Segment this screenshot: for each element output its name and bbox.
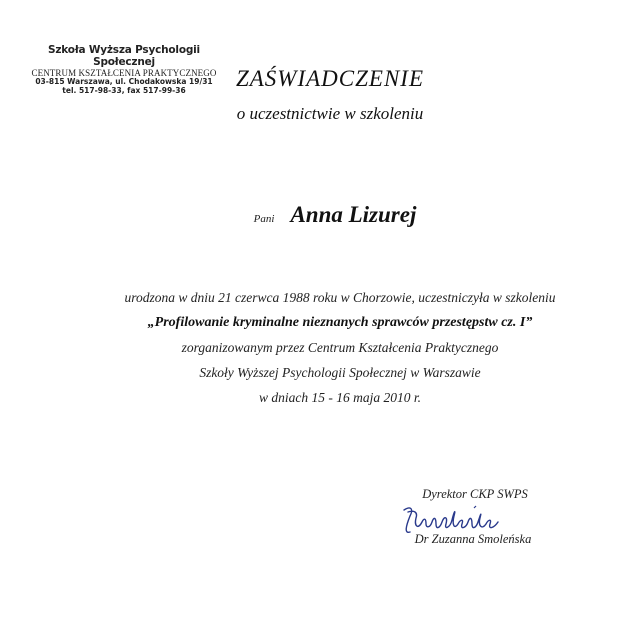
- signer-name: Dr Zuzanna Smoleńska: [414, 532, 532, 546]
- signature-block: [380, 487, 560, 547]
- organizer-line: zorganizowanym przez Centrum Kształcenia Praktycznego: [181, 340, 499, 355]
- document-subtitle: o uczestnictwie w szkoleniu: [236, 104, 424, 123]
- signature-icon: [400, 504, 500, 538]
- document-title: ZAŚWIADCZENIE: [235, 66, 425, 91]
- date-line: w dniach 15 - 16 maja 2010 r.: [259, 390, 421, 405]
- address: 03-815 Warszawa, ul. Chodakowska 19/31: [35, 77, 213, 87]
- course-title: „Profilowanie kryminalne nieznanych sprawców przestępstw cz. I”: [147, 315, 533, 330]
- center-name: CENTRUM KSZTAŁCENIA PRAKTYCZNEGO: [31, 68, 217, 79]
- recipient: [0, 202, 640, 228]
- school-line: Szkoły Wyższej Psychologii Społecznej w Warszawie: [199, 365, 481, 380]
- recipient-name: Anna Lizurej: [290, 202, 417, 227]
- phone-fax: tel. 517-98-33, fax 517-99-36: [62, 86, 186, 96]
- signer-role: Dyrektor CKP SWPS: [422, 487, 528, 501]
- salutation: Pani: [253, 213, 275, 225]
- school-name: Szkoła Wyższa Psychologii Społecznej: [48, 44, 200, 69]
- birth-line: urodzona w dniu 21 czerwca 1988 roku w Chorzowie, uczestniczyła w szkoleniu: [124, 290, 556, 305]
- handwritten-signature: [380, 504, 560, 536]
- certificate-body: [0, 285, 640, 410]
